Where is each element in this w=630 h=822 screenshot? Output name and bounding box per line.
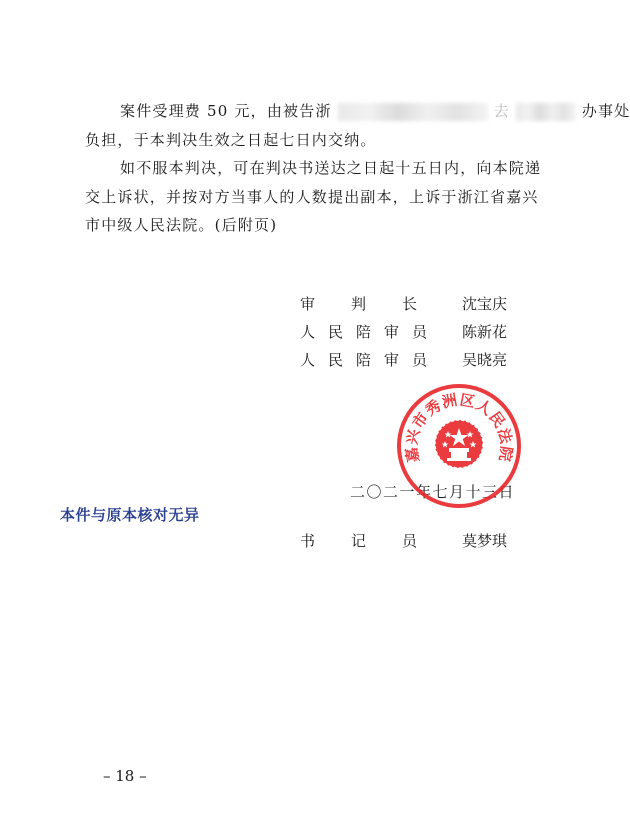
signature-role-juror-1: 人民陪审员 bbox=[300, 323, 441, 341]
signature-name-juror-2: 吴晓亮 bbox=[462, 351, 508, 369]
paragraph-appeal-line-1: 如不服本判决，可在判决书送达之日起十五日内，向本院递 bbox=[120, 159, 542, 177]
signature-role-juror-2: 人民陪审员 bbox=[300, 351, 441, 369]
redacted-name bbox=[338, 103, 488, 121]
signature-name-juror-1: 陈新花 bbox=[462, 323, 508, 341]
court-seal-stamp bbox=[395, 382, 523, 510]
national-emblem-icon bbox=[435, 420, 483, 468]
signature-role-clerk: 书记员 bbox=[300, 532, 454, 550]
redacted-name bbox=[516, 103, 576, 121]
verification-note: 本件与原本核对无异 bbox=[60, 506, 200, 524]
paragraph-appeal-line-2: 交上诉状，并按对方当事人的人数提出副本，上诉于浙江省嘉兴 bbox=[85, 188, 539, 206]
svg-text:嘉兴市秀洲区人民法院: 嘉兴市秀洲区人民法院 bbox=[402, 390, 516, 464]
signature-name-clerk: 莫梦琪 bbox=[462, 532, 508, 550]
paragraph-appeal-line-3: 市中级人民法院。(后附页) bbox=[85, 216, 278, 234]
signature-name-chief-judge: 沈宝庆 bbox=[462, 295, 508, 313]
signature-role-chief-judge: 审判长 bbox=[300, 295, 454, 313]
paragraph-fee-line-1: 案件受理费 50 元，由被告浙 去 办事处 bbox=[120, 102, 630, 120]
paragraph-fee-line-2: 负担，于本判决生效之日起七日内交纳。 bbox=[85, 131, 377, 149]
judgment-date: 二〇二一年七月十三日 bbox=[350, 483, 516, 501]
page-number: – 18 – bbox=[103, 767, 147, 785]
